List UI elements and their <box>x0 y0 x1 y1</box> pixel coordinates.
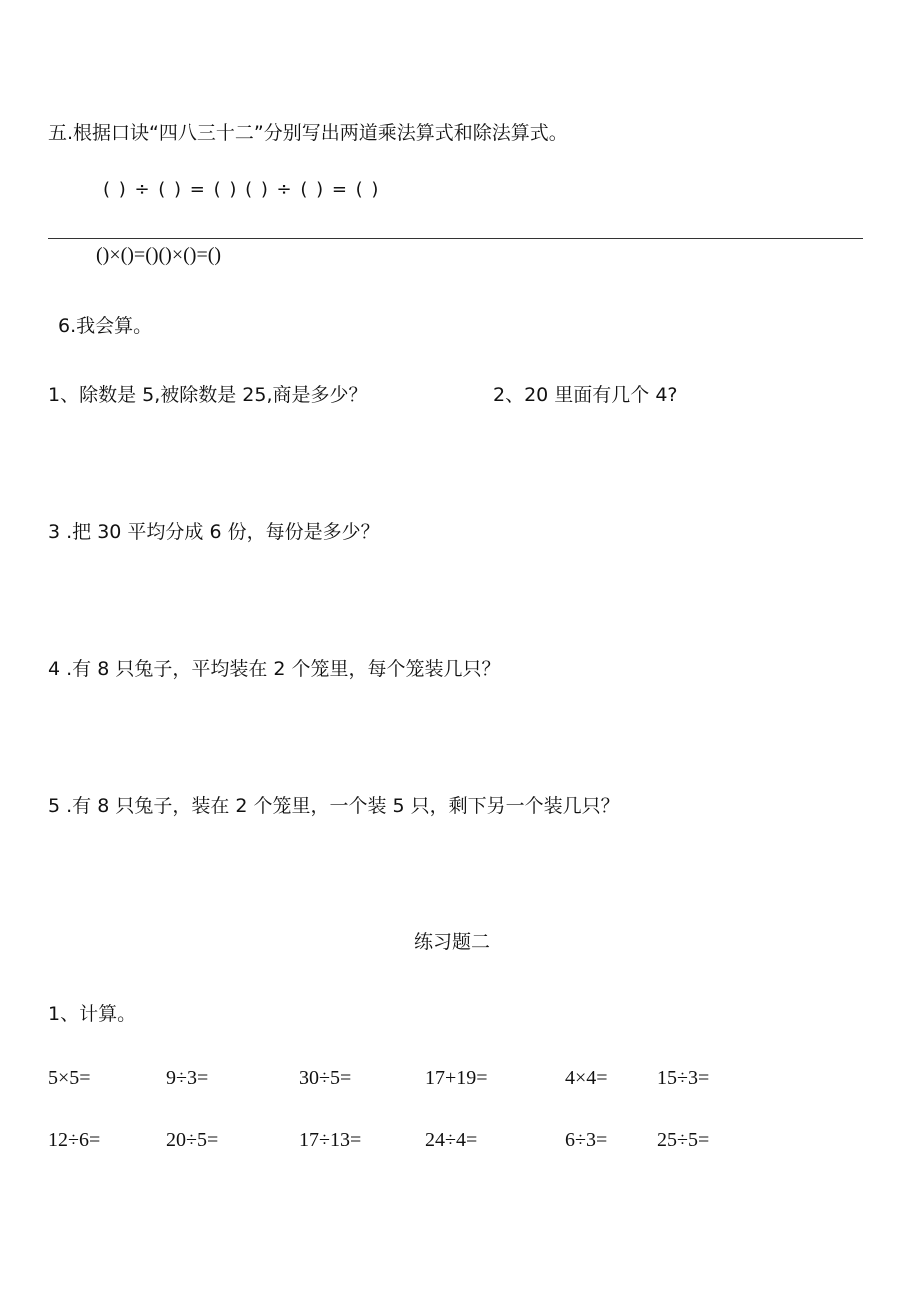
calc-item: 17+19= <box>425 1067 488 1089</box>
division-blanks-line: ( ) ÷ ( ) = ( ) ( ) ÷ ( ) = ( ) <box>103 179 379 200</box>
calc-item: 4×4= <box>565 1067 608 1089</box>
problem-1: 1、除数是 5,被除数是 25,商是多少？ <box>48 384 368 406</box>
calc-item: 12÷6= <box>48 1129 101 1151</box>
section5-heading: 五.根据口诀“四八三十二”分别写出两道乘法算式和除法算式。 <box>48 122 568 144</box>
calc-item: 30÷5= <box>299 1067 352 1089</box>
problem-3: 3 .把 30 平均分成 6 份，每份是多少？ <box>48 521 380 543</box>
horizontal-rule <box>48 238 863 239</box>
section6-heading: 6.我会算。 <box>58 315 153 337</box>
practice2-title: 练习题二 <box>414 931 491 953</box>
calc-item: 17÷13= <box>299 1129 362 1151</box>
calc-item: 15÷3= <box>657 1067 710 1089</box>
problem-5: 5 .有 8 只兔子，装在 2 个笼里，一个装 5 只，剩下另一个装几只？ <box>48 795 620 817</box>
practice2-q1-heading: 1、计算。 <box>48 1003 137 1025</box>
calc-item: 25÷5= <box>657 1129 710 1151</box>
problem-2: 2、20 里面有几个 4? <box>493 384 678 406</box>
calc-item: 5×5= <box>48 1067 91 1089</box>
calc-item: 24÷4= <box>425 1129 478 1151</box>
problem-4: 4 .有 8 只兔子，平均装在 2 个笼里，每个笼装几只？ <box>48 658 501 680</box>
multiplication-blanks-line: ()×()=()()×()=() <box>96 244 222 266</box>
calc-item: 20÷5= <box>166 1129 219 1151</box>
calc-item: 6÷3= <box>565 1129 608 1151</box>
calc-item: 9÷3= <box>166 1067 209 1089</box>
